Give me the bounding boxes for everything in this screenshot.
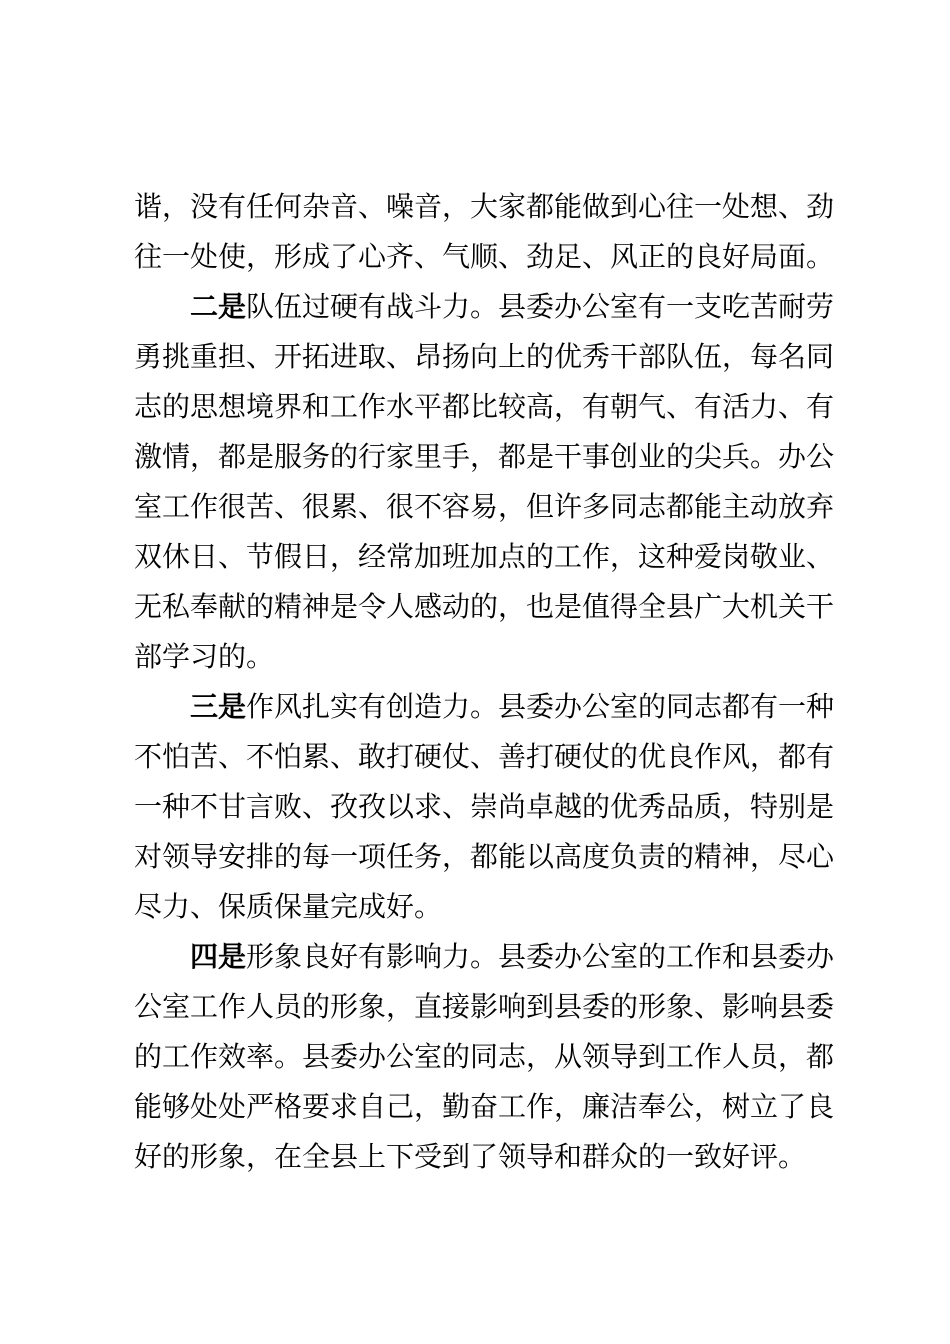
text-line: 室工作很苦、很累、很不容易，但许多同志都能主动放弃 [134, 490, 835, 523]
text-line: 激情，都是服务的行家里手，都是干事创业的尖兵。办公 [134, 440, 835, 473]
text-line: 对领导安排的每一项任务，都能以高度负责的精神，尽心 [134, 840, 835, 873]
text-line-rest: 形象良好有影响力。县委办公室的工作和县委办 [246, 940, 835, 973]
paragraph-2 [134, 282, 834, 682]
text-line-rest: 队伍过硬有战斗力。县委办公室有一支吃苦耐劳 [246, 290, 835, 323]
text-line: 能够处处严格要求自己，勤奋工作，廉洁奉公，树立了良 [134, 1090, 835, 1123]
paragraph-lead: 四是 [190, 940, 247, 973]
text-line: 一种不甘言败、孜孜以求、崇尚卓越的优秀品质，特别是 [134, 790, 835, 823]
text-line: 部学习的。 [134, 640, 275, 673]
paragraph-4 [134, 932, 834, 1182]
body-text [134, 182, 834, 1182]
text-line: 勇挑重担、开拓进取、昂扬向上的优秀干部队伍，每名同 [134, 340, 835, 373]
paragraph-first-line [134, 282, 834, 332]
paragraph-first-line [134, 682, 834, 732]
paragraph-lead: 三是 [190, 690, 247, 723]
paragraph-first-line [134, 932, 834, 982]
text-line: 尽力、保质保量完成好。 [134, 890, 443, 923]
text-line: 往一处使，形成了心齐、气顺、劲足、风正的良好局面。 [134, 240, 835, 273]
text-line-rest: 作风扎实有创造力。县委办公室的同志都有一种 [246, 690, 835, 723]
text-line: 公室工作人员的形象，直接影响到县委的形象、影响县委 [134, 990, 835, 1023]
paragraph-1 [134, 182, 834, 282]
paragraph-lead: 二是 [190, 290, 247, 323]
text-line: 双休日、节假日，经常加班加点的工作，这种爱岗敬业、 [134, 540, 835, 573]
text-line: 无私奉献的精神是令人感动的，也是值得全县广大机关干 [134, 590, 835, 623]
text-line: 志的思想境界和工作水平都比较高，有朝气、有活力、有 [134, 390, 835, 423]
text-line: 不怕苦、不怕累、敢打硬仗、善打硬仗的优良作风，都有 [134, 740, 835, 773]
paragraph-3 [134, 682, 834, 932]
text-line: 的工作效率。县委办公室的同志，从领导到工作人员，都 [134, 1040, 835, 1073]
text-line: 好的形象，在全县上下受到了领导和群众的一致好评。 [134, 1140, 807, 1173]
text-line: 谐，没有任何杂音、噪音，大家都能做到心往一处想、劲 [134, 190, 835, 223]
